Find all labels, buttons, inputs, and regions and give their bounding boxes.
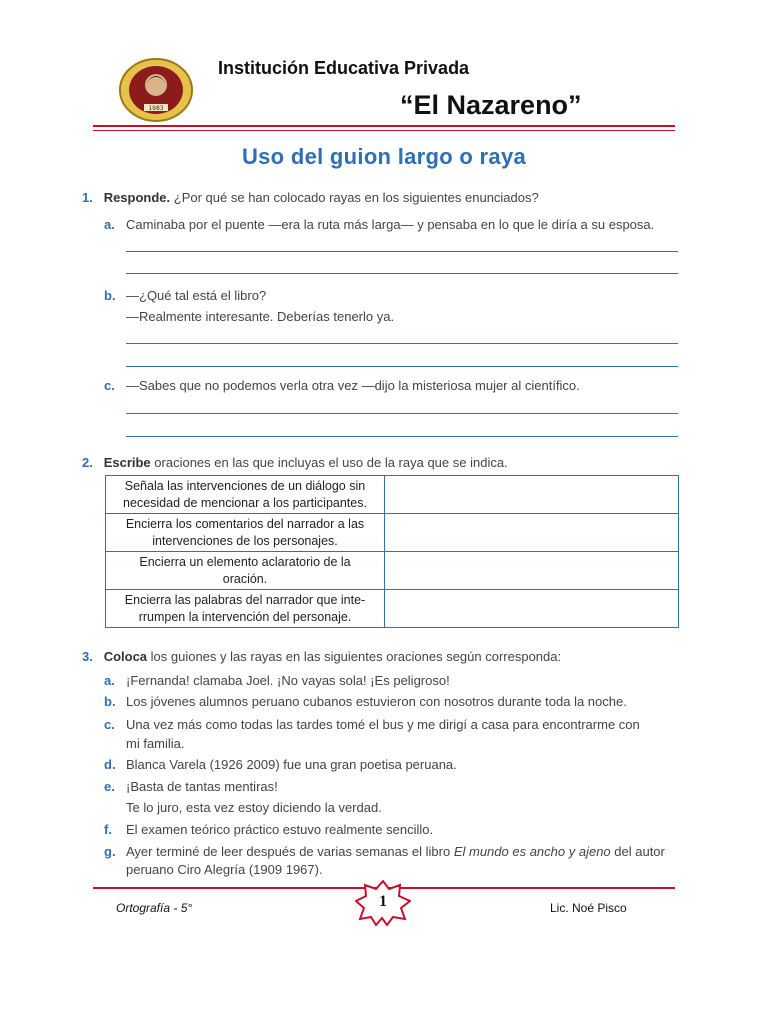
q1-item-a (104, 217, 654, 232)
q3-item-a (104, 673, 450, 688)
q3-item-letter: g. (104, 844, 116, 859)
q3-text: los guiones y las rayas en las siguientes oraciones según corresponda: (147, 649, 562, 664)
school-name: “El Nazareno” (400, 90, 582, 120)
q2-keyword: Escribe (103, 455, 151, 470)
q3-item-text: del autor (610, 844, 665, 859)
q3-item-letter: d. (104, 757, 116, 772)
cell-line: Señala las intervenciones de un diálogo sin (124, 478, 366, 493)
q3-item-g (104, 844, 665, 859)
answer-cell[interactable] (385, 552, 679, 590)
q3-item-letter: e. (104, 779, 115, 794)
cell-line: rrumpen la intervención del personaje. (138, 609, 352, 624)
q3-item-text: Una vez más como todas las tardes tomé el bus y me dirigí a casa para encontrarme con (126, 717, 640, 732)
q3-item-text: ¡Basta de tantas mentiras! (126, 779, 278, 794)
cell-line: intervenciones de los personajes. (152, 533, 338, 548)
q3-number: 3. (82, 649, 93, 664)
answer-line[interactable] (126, 251, 678, 252)
answer-cell[interactable] (385, 514, 679, 552)
q1-item-b (104, 288, 266, 303)
answer-line[interactable] (126, 413, 678, 414)
q3-item-text: El examen teórico práctico estuvo realmente sencillo. (126, 822, 434, 837)
q2-prompt (82, 455, 508, 470)
q3-item-text: Blanca Varela (1926 2009) fue una gran poetisa peruana. (126, 757, 457, 772)
answer-line[interactable] (126, 343, 678, 344)
q2-number: 2. (82, 455, 93, 470)
header-rule-thin (93, 130, 675, 131)
q1-number: 1. (82, 190, 93, 205)
q3-item-f (104, 822, 433, 837)
table-row (106, 590, 679, 628)
q1-text: ¿Por qué se han colocado rayas en los siguientes enunciados? (170, 190, 539, 205)
table-row (106, 552, 679, 590)
answer-cell[interactable] (385, 590, 679, 628)
q1-prompt (82, 190, 539, 205)
school-logo (118, 57, 194, 123)
q3-item-text: ¡Fernanda! clamaba Joel. ¡No vayas sola! ¡Es peligroso! (126, 673, 450, 688)
instruction-cell (106, 590, 385, 628)
q1-item-a-letter: a. (104, 217, 115, 232)
instruction-cell (106, 476, 385, 514)
q1-item-c-text: —Sabes que no podemos verla otra vez —dijo la misteriosa mujer al científico. (126, 378, 580, 393)
q1-item-b-letter: b. (104, 288, 116, 303)
q3-item-letter: c. (104, 717, 115, 732)
q3-item-letter: b. (104, 694, 116, 709)
answer-cell[interactable] (385, 476, 679, 514)
cell-line: Encierra los comentarios del narrador a las (125, 516, 365, 531)
page-title: Uso del guion largo o raya (241, 144, 527, 169)
cell-line: Encierra un elemento aclaratorio de la (139, 554, 351, 569)
q3-item-b (104, 694, 627, 709)
header-rule (93, 125, 675, 127)
q1-item-b-line2: —Realmente interesante. Deberías tenerlo ya. (126, 309, 395, 324)
q2-table (105, 475, 679, 628)
q3-item-text: Ayer terminé de leer después de varias semanas el libro (126, 844, 454, 859)
answer-line[interactable] (126, 273, 678, 274)
instruction-cell (106, 552, 385, 590)
answer-line[interactable] (126, 436, 678, 437)
q3-item-g-line2: peruano Ciro Alegría (1909 1967). (126, 862, 323, 877)
cell-line: Encierra las palabras del narrador que inte- (124, 592, 366, 607)
q1-keyword: Responde. (103, 190, 171, 205)
q3-item-d (104, 757, 457, 772)
cell-line: necesidad de mencionar a los participantes. (123, 495, 367, 510)
institution-name: Institución Educativa Privada (218, 58, 470, 78)
q1-item-c-letter: c. (104, 378, 115, 393)
answer-line[interactable] (126, 366, 678, 367)
q3-keyword: Coloca (103, 649, 148, 664)
page-number: 1 (379, 893, 387, 910)
q1-item-a-text: Caminaba por el puente —era la ruta más larga— y pensaba en lo que le diría a su esposa. (126, 217, 655, 232)
table-row (106, 476, 679, 514)
q3-prompt (82, 649, 561, 664)
footer-author: Lic. Noé Pisco (550, 901, 627, 915)
footer-subject: Ortografía - 5° (116, 901, 193, 915)
table-row (106, 514, 679, 552)
q2-text: oraciones en las que incluyas el uso de la raya que se indica. (150, 455, 508, 470)
q3-item-e (104, 779, 278, 794)
q3-item-letter: a. (104, 673, 115, 688)
cell-line: oración. (222, 571, 268, 586)
q1-item-b-text: —¿Qué tal está el libro? (126, 288, 267, 303)
book-title: El mundo es ancho y ajeno (453, 844, 611, 859)
logo-year: 1983 (148, 105, 164, 112)
q3-item-e-line2: Te lo juro, esta vez estoy diciendo la verdad. (126, 800, 382, 815)
q3-item-c (104, 717, 640, 732)
q3-item-c-line2: mi familia. (126, 736, 185, 751)
instruction-cell (106, 514, 385, 552)
q1-item-c (104, 378, 580, 393)
q3-item-letter: f. (104, 822, 112, 837)
q3-item-text: Los jóvenes alumnos peruano cubanos estuvieron con nosotros durante toda la noche. (126, 694, 627, 709)
page-number-badge (355, 880, 411, 926)
